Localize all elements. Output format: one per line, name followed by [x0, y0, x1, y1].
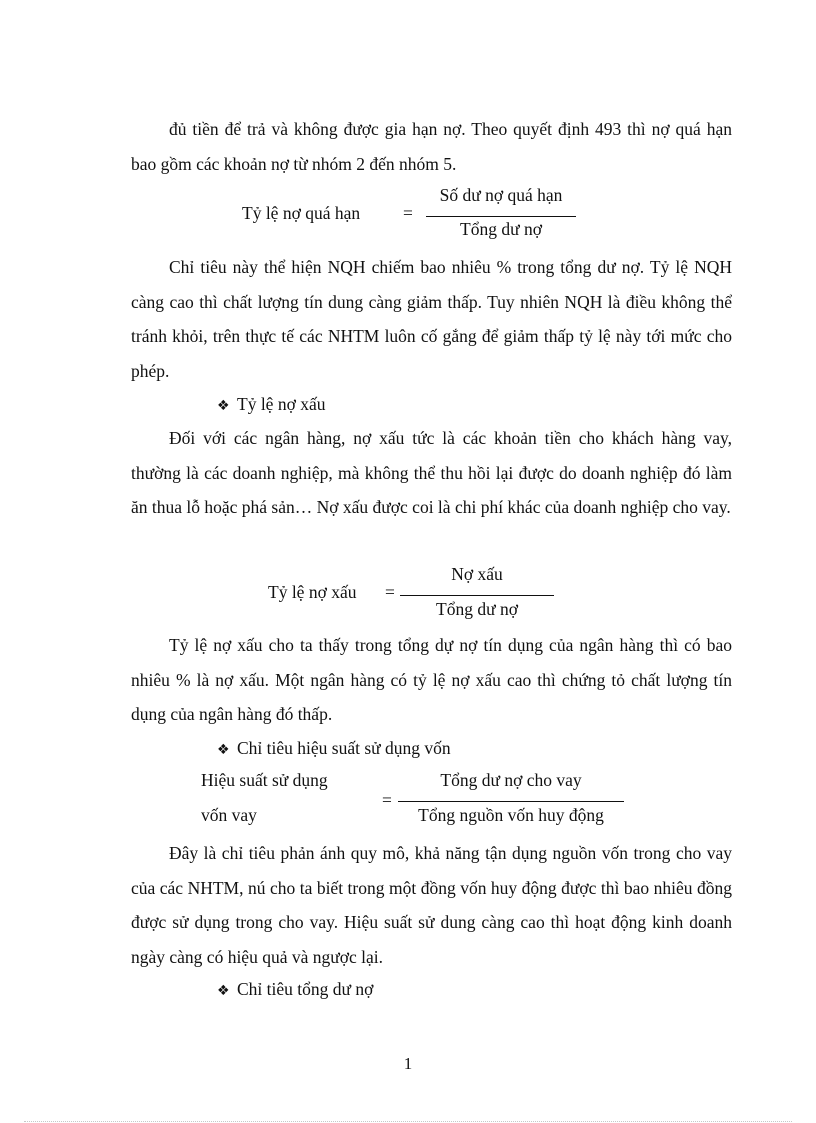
page-bottom-divider: [24, 1121, 792, 1122]
formula-denominator: Tổng dư nợ: [436, 599, 518, 619]
paragraph-capital-efficiency-explanation: Đây là chỉ tiêu phản ánh quy mô, khả năng tận dụng nguồn vốn trong cho vay của các NHTM, nú cho ta biết trong một đồng vốn huy động được thì bao nhiêu đồng được sử dụng trong cho vay. Hiệu suất sử dung càng cao thì hoạt động kinh doanh ngày càng có hiệu quả và ngược lại.: [131, 843, 732, 967]
formula-equals: =: [403, 203, 413, 223]
fraction-bar: [398, 801, 624, 802]
bullet-capital-efficiency: [217, 736, 451, 762]
bullet-bad-debt-ratio: [217, 392, 325, 418]
formula-denominator: Tổng dư nợ: [460, 219, 542, 239]
formula-label-line1: Hiệu suất sử dụng: [201, 770, 328, 790]
bullet-label: Chỉ tiêu tổng dư nợ: [237, 979, 374, 999]
paragraph-bad-debt-definition: Đối với các ngân hàng, nợ xấu tức là các khoản tiền cho khách hàng vay, thường là các doanh nghiệp, mà không thể thu hồi lại được do doanh nghiệp đó làm ăn thua lỗ hoặc phá sản… Nợ xấu được coi là chi phí khác của doanh nghiệp cho vay.: [131, 428, 732, 517]
diamond-bullet-icon: ❖: [217, 742, 230, 758]
diamond-bullet-icon: ❖: [217, 983, 230, 999]
bullet-total-outstanding-debt: [217, 977, 373, 1003]
formula-numerator: Tổng dư nợ cho vay: [440, 770, 582, 790]
formula-equals: =: [385, 582, 395, 602]
paragraph-overdue-debt-definition: đủ tiền để trả và không được gia hạn nợ. Theo quyết định 493 thì nợ quá hạn bao gồm các khoản nợ từ nhóm 2 đến nhóm 5.: [131, 119, 732, 174]
formula-numerator: Số dư nợ quá hạn: [439, 185, 563, 205]
paragraph-overdue-debt-explanation: Chỉ tiêu này thể hiện NQH chiếm bao nhiêu % trong tổng dư nợ. Tỷ lệ NQH càng cao thì chất lượng tín dung càng giảm thấp. Tuy nhiên NQH là điều không thể tránh khỏi, trên thực tế các NHTM luôn cố gắng để giảm thấp tỷ lệ này tới mức cho phép.: [131, 257, 732, 381]
bullet-label: Chỉ tiêu hiệu suất sử dụng vốn: [237, 738, 451, 758]
formula-denominator: Tổng nguồn vốn huy động: [418, 805, 604, 825]
page-number: 1: [403, 1054, 413, 1073]
formula-label: Tỷ lệ nợ quá hạn: [242, 203, 361, 223]
diamond-bullet-icon: ❖: [217, 398, 230, 414]
fraction-bar: [400, 595, 554, 596]
formula-equals: =: [382, 790, 392, 810]
paragraph-bad-debt-explanation: Tỷ lệ nợ xấu cho ta thấy trong tổng dự nợ tín dụng của ngân hàng thì có bao nhiêu % là nợ xấu. Một ngân hàng có tỷ lệ nợ xấu cao thì chứng tỏ chất lượng tín dụng của ngân hàng đó thấp.: [131, 635, 732, 724]
formula-label: Tỷ lệ nợ xấu: [268, 582, 357, 602]
bullet-label: Tỷ lệ nợ xấu: [237, 394, 326, 414]
formula-numerator: Nợ xấu: [451, 564, 503, 584]
fraction-bar: [426, 216, 576, 217]
formula-label-line2: vốn vay: [201, 805, 257, 825]
